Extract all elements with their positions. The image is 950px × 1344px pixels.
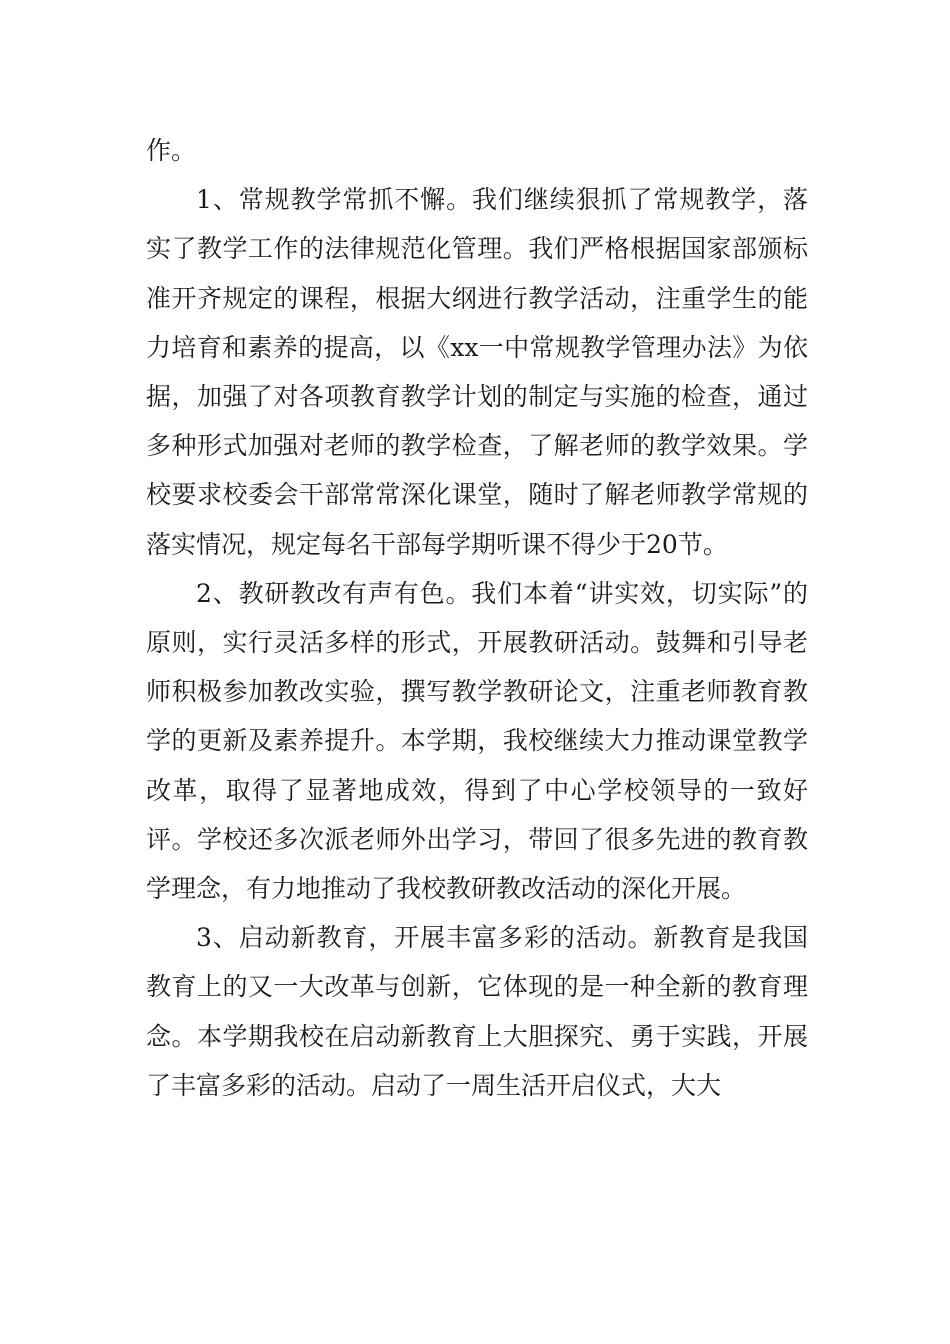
paragraph-regular-teaching: 1、常规教学常抓不懈。我们继续狠抓了常规教学，落实了教学工作的法律规范化管理。我们严格根据国家部颁标准开齐规定的课程，根据大纲进行教学活动，注重学生的能力培育和素养的提高，以《xx一中常规教学管理办法》为依据，加强了对各项教育教学计划的制定与实施的检查，通过多种形式加强对老师的教学检查，了解老师的教学效果。学校要求校委会干部常常深化课堂，随时了解老师教学常规的落实情况，规定每名干部每学期听课不得少于20节。 bbox=[146, 185, 808, 559]
paragraph-teaching-research: 2、教研教改有声有色。我们本着“讲实效，切实际”的原则，实行灵活多样的形式，开展教研活动。鼓舞和引导老师积极参加教改实验，撰写教学教研论文，注重老师教育教学的更新及素养提升。本学期，我校继续大力推动课堂教学改革，取得了显著地成效，得到了中心学校领导的一致好评。学校还多次派老师外出学习，带回了很多先进的教育教学理念，有力地推动了我校教研教改活动的深化开展。 bbox=[146, 578, 808, 904]
paragraph-new-education: 3、启动新教育，开展丰富多彩的活动。新教育是我国教育上的又一大改革与创新，它体现的是一种全新的教育理念。本学期我校在启动新教育上大胆探究、勇于实践，开展了丰富多彩的活动。启动了一周生活开启仪式，大大 bbox=[146, 923, 808, 1100]
paragraph-continuation: 作。 bbox=[146, 136, 197, 165]
document-body bbox=[146, 126, 808, 1110]
